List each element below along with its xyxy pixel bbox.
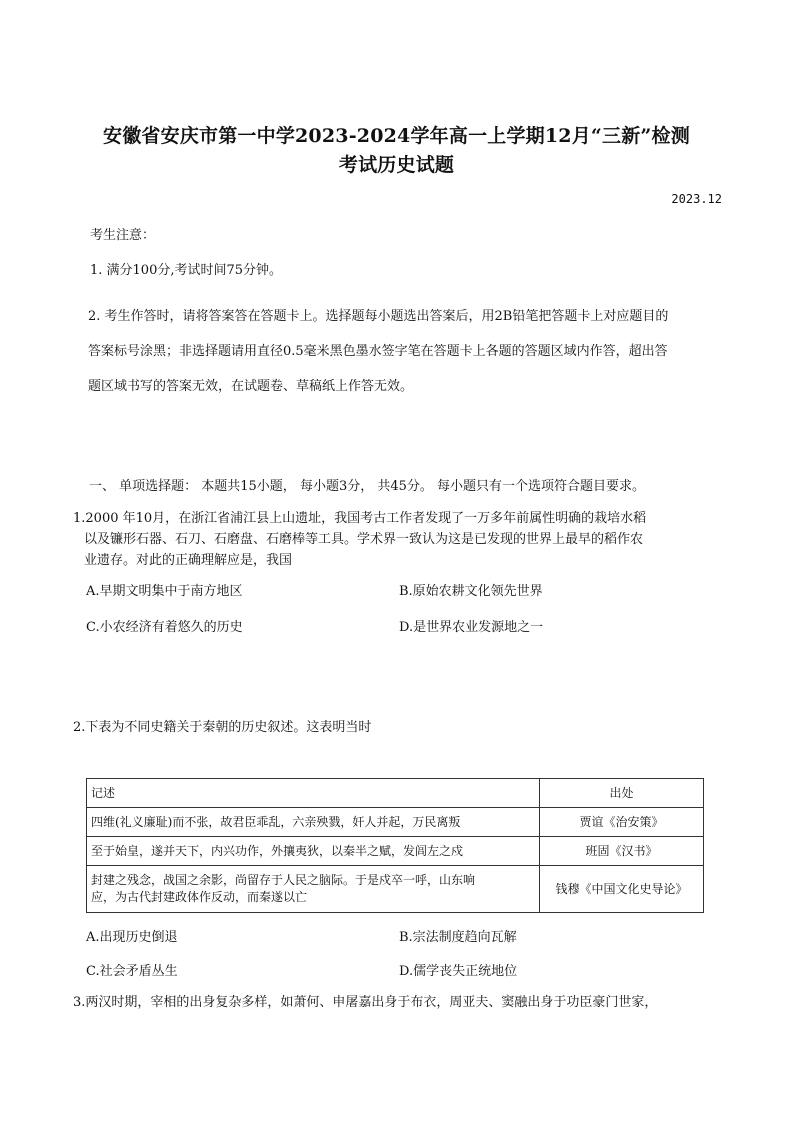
notice-heading: 考生注意： [90,228,156,243]
notice-item-2-line-1: 2. 考生作答时，请将答案答在答题卡上。选择题每小题选出答案后，用2B铅笔把答题卡上对应题目的 [88,309,669,324]
q1-option-c: C.小农经济有着悠久的历史 [86,620,243,635]
section-heading: 一、 单项选择题： 本题共15小题， 每小题3分， 共45分。 每小题只有一个选项符合题目要求。 [89,479,646,494]
table-row [87,866,704,913]
q1-option-b: B.原始农耕文化领先世界 [399,584,543,599]
notice-item-1: 1. 满分100分,考试时间75分钟。 [90,263,283,278]
q2-option-a: A.出现历史倒退 [86,930,178,945]
q2-option-c: C.社会矛盾丛生 [86,964,178,979]
table-header-record: 记述 [87,779,540,808]
table-header-row [87,779,704,808]
q2-stem: 2.下表为不同史籍关于秦朝的历史叙述。这表明当时 [73,720,372,735]
q1-stem-line-2: 以及镰形石器、石刀、石磨盘、石磨棒等工具。学术界一致认为这是已发现的世界上最早的稻作农 [84,532,644,547]
q3-stem-line-1: 3.两汉时期，宰相的出身复杂多样，如萧何、申屠嘉出身于布衣，周亚夫、窦融出身于功臣豪门世家， [73,995,658,1010]
q2-option-d: D.儒学丧失正统地位 [399,964,518,979]
table-cell-record-line-2: 应，为古代封建政体作反动，而秦遂以亡 [91,890,308,904]
q1-stem-line-1: 1.2000 年10月，在浙江省浦江县上山遗址，我国考古工作者发现了一万多年前属性明确的栽培水稻 [73,511,647,526]
table-cell-source: 贾谊《治安策》 [540,808,704,837]
table-header-source: 出处 [540,779,704,808]
table-cell-record [87,866,540,913]
table-row [87,808,704,837]
q2-option-b: B.宗法制度趋向瓦解 [399,930,517,945]
table-cell-source: 钱穆《中国文化史导论》 [540,866,704,913]
history-table [86,778,704,913]
notice-item-2-line-3: 题区域书写的答案无效，在试题卷、草稿纸上作答无效。 [88,379,414,394]
table-row [87,837,704,866]
q1-stem-line-3: 业遗存。对此的正确理解应是，我国 [84,553,293,568]
notice-item-2-line-2: 答案标号涂黑；非选择题请用直径0.5毫米黑色墨水签字笔在答题卡上各题的答题区域内作答，超出答 [88,344,668,359]
table-cell-record-line-1: 封建之残念，战国之余影，尚留存于人民之脑际。于是戍卒一呼，山东响 [91,873,476,887]
page-title-line2: 考试历史试题 [338,154,455,176]
page-title-line1: 安徽省安庆市第一中学2023-2024学年高一上学期12月“三新”检测 [103,125,690,147]
table-cell-record: 四维(礼义廉耻)而不张，故君臣乖乱，六亲殃戮，奸人并起，万民离叛 [87,808,540,837]
q1-option-d: D.是世界农业发源地之一 [399,620,544,635]
table-cell-record: 至于始皇，遂并天下，内兴功作，外攘夷狄，以秦半之赋，发闾左之戍 [87,837,540,866]
q1-option-a: A.早期文明集中于南方地区 [86,584,243,599]
table-cell-source: 班固《汉书》 [540,837,704,866]
exam-date: 2023.12 [671,192,722,206]
